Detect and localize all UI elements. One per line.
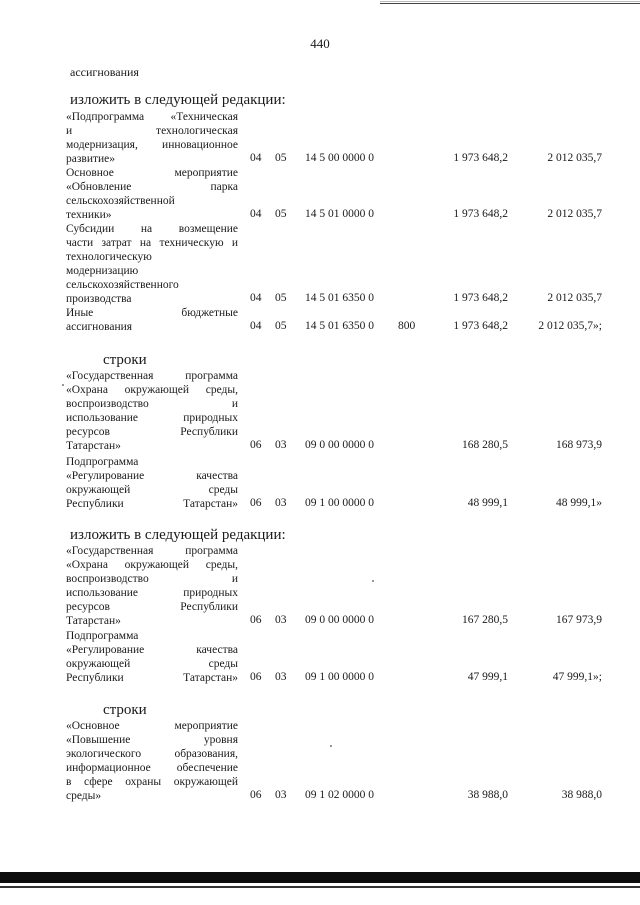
target-article-code: 09 1 02 0000 0 xyxy=(305,789,374,801)
row-name-line: «Государственная программа xyxy=(66,545,238,557)
row-name-line: «Государственная программа xyxy=(66,370,238,382)
section-code: 06 xyxy=(250,789,262,801)
amount-year-1: 47 999,1 xyxy=(467,671,508,683)
amount-year-1: 38 988,0 xyxy=(467,789,508,801)
section-code: 04 xyxy=(250,320,262,332)
heading-rows-2: строки xyxy=(103,702,147,718)
row-name-line: в сфере охраны окружающей xyxy=(66,776,238,788)
subsection-code: 03 xyxy=(275,789,287,801)
scan-speck xyxy=(372,580,374,582)
subsection-code: 03 xyxy=(275,671,287,683)
amount-year-2: 48 999,1» xyxy=(556,497,602,509)
scan-speck xyxy=(62,384,64,386)
section-code: 04 xyxy=(250,152,262,164)
heading-rows-1: строки xyxy=(103,352,147,368)
row-name-line: развитие» xyxy=(66,153,116,165)
row-name-line: сельскохозяйственной xyxy=(66,195,175,207)
row-name-line: воспроизводство и xyxy=(66,398,238,410)
row-name-line: технологическую xyxy=(66,251,152,263)
row-name-line: части затрат на техническую и xyxy=(66,237,238,249)
row-name-line: «Основное мероприятие xyxy=(66,720,238,732)
row-name-line: модернизация, инновационное xyxy=(66,139,238,151)
amount-year-2: 38 988,0 xyxy=(561,789,602,801)
row-name-line: Татарстан» xyxy=(66,440,121,452)
row-name-line: информационное обеспечение xyxy=(66,762,238,774)
row-name xyxy=(66,455,238,511)
row-name-line: Республики Татарстан» xyxy=(66,498,238,510)
row-name-line: «Обновление парка xyxy=(66,181,238,193)
amount-year-1: 1 973 648,2 xyxy=(453,208,508,220)
target-article-code: 09 0 00 0000 0 xyxy=(305,439,374,451)
row-name-line: экологического образования, xyxy=(66,748,238,760)
page-number: 440 xyxy=(310,36,330,51)
row-name-line: окружающей среды xyxy=(66,658,238,670)
amount-year-2: 168 973,9 xyxy=(556,439,602,451)
row-name-line: «Охрана окружающей среды, xyxy=(66,559,238,571)
amount-year-1: 1 973 648,2 xyxy=(453,292,508,304)
row-name-line: окружающей среды xyxy=(66,484,238,496)
row-name-line: Подпрограмма xyxy=(66,630,139,642)
row-name-line: производства xyxy=(66,293,132,305)
amount-year-2: 2 012 035,7 xyxy=(547,208,602,220)
target-article-code: 09 1 00 0000 0 xyxy=(305,671,374,683)
amount-year-2: 167 973,9 xyxy=(556,614,602,626)
section-code: 06 xyxy=(250,497,262,509)
section-code: 06 xyxy=(250,614,262,626)
row-name-line: «Охрана окружающей среды, xyxy=(66,384,238,396)
subsection-code: 05 xyxy=(275,292,287,304)
subsection-code: 05 xyxy=(275,208,287,220)
subsection-code: 03 xyxy=(275,439,287,451)
amount-year-2: 2 012 035,7»; xyxy=(538,320,602,332)
row-name-line: Иные бюджетные xyxy=(66,307,238,319)
section-code: 04 xyxy=(250,292,262,304)
row-name-line: и технологическая xyxy=(66,125,238,137)
heading-edit-2: изложить в следующей редакции: xyxy=(70,527,286,543)
amount-year-1: 167 280,5 xyxy=(462,614,508,626)
target-article-code: 09 0 00 0000 0 xyxy=(305,614,374,626)
amount-year-2: 47 999,1»; xyxy=(552,671,602,683)
row-name-line: Республики Татарстан» xyxy=(66,672,238,684)
subsection-code: 03 xyxy=(275,614,287,626)
row-name-line: ассигнования xyxy=(66,321,133,333)
row-name xyxy=(66,629,238,685)
section-code: 06 xyxy=(250,671,262,683)
subsection-code: 03 xyxy=(275,497,287,509)
row-name xyxy=(66,719,238,803)
row-name xyxy=(66,369,238,453)
scan-speck xyxy=(330,745,332,747)
section-code: 06 xyxy=(250,439,262,451)
scan-border-bottom xyxy=(0,886,640,888)
amount-year-2: 2 012 035,7 xyxy=(547,292,602,304)
target-article-code: 14 5 00 0000 0 xyxy=(305,152,374,164)
amount-year-1: 1 973 648,2 xyxy=(453,320,508,332)
amount-year-1: 48 999,1 xyxy=(467,497,508,509)
subsection-code: 05 xyxy=(275,320,287,332)
target-article-code: 09 1 00 0000 0 xyxy=(305,497,374,509)
row-name-line: техники» xyxy=(66,209,112,221)
heading-edit-1: изложить в следующей редакции: xyxy=(70,92,286,108)
amount-year-1: 168 280,5 xyxy=(462,439,508,451)
row-name-line: «Регулирование качества xyxy=(66,470,238,482)
row-name-line: использование природных xyxy=(66,412,238,424)
top-rule xyxy=(380,3,640,4)
target-article-code: 14 5 01 6350 0 xyxy=(305,320,374,332)
scan-border-bottom xyxy=(0,872,640,883)
row-name-line: ресурсов Республики xyxy=(66,601,238,613)
row-name-line: модернизацию xyxy=(66,265,139,277)
row-name-line: Татарстан» xyxy=(66,615,121,627)
row-name-line: «Регулирование качества xyxy=(66,644,238,656)
amount-year-1: 1 973 648,2 xyxy=(453,152,508,164)
intro-word: ассигнования xyxy=(70,65,139,79)
amount-year-2: 2 012 035,7 xyxy=(547,152,602,164)
row-name-line: Субсидии на возмещение xyxy=(66,223,238,235)
expense-type-code: 800 xyxy=(398,320,416,332)
row-name xyxy=(66,222,238,306)
row-name xyxy=(66,110,238,166)
subsection-code: 05 xyxy=(275,152,287,164)
row-name-line: «Повышение уровня xyxy=(66,734,238,746)
row-name-line: использование природных xyxy=(66,587,238,599)
row-name-line: «Подпрограмма «Техническая xyxy=(66,111,238,123)
section-code: 04 xyxy=(250,208,262,220)
row-name-line: Подпрограмма xyxy=(66,456,139,468)
row-name xyxy=(66,166,238,222)
row-name xyxy=(66,306,238,334)
target-article-code: 14 5 01 6350 0 xyxy=(305,292,374,304)
row-name-line: Основное мероприятие xyxy=(66,167,238,179)
target-article-code: 14 5 01 0000 0 xyxy=(305,208,374,220)
top-rule xyxy=(380,1,640,2)
row-name xyxy=(66,544,238,628)
row-name-line: сельскохозяйственного xyxy=(66,279,179,291)
row-name-line: воспроизводство и xyxy=(66,573,238,585)
row-name-line: среды» xyxy=(66,790,102,802)
row-name-line: ресурсов Республики xyxy=(66,426,238,438)
